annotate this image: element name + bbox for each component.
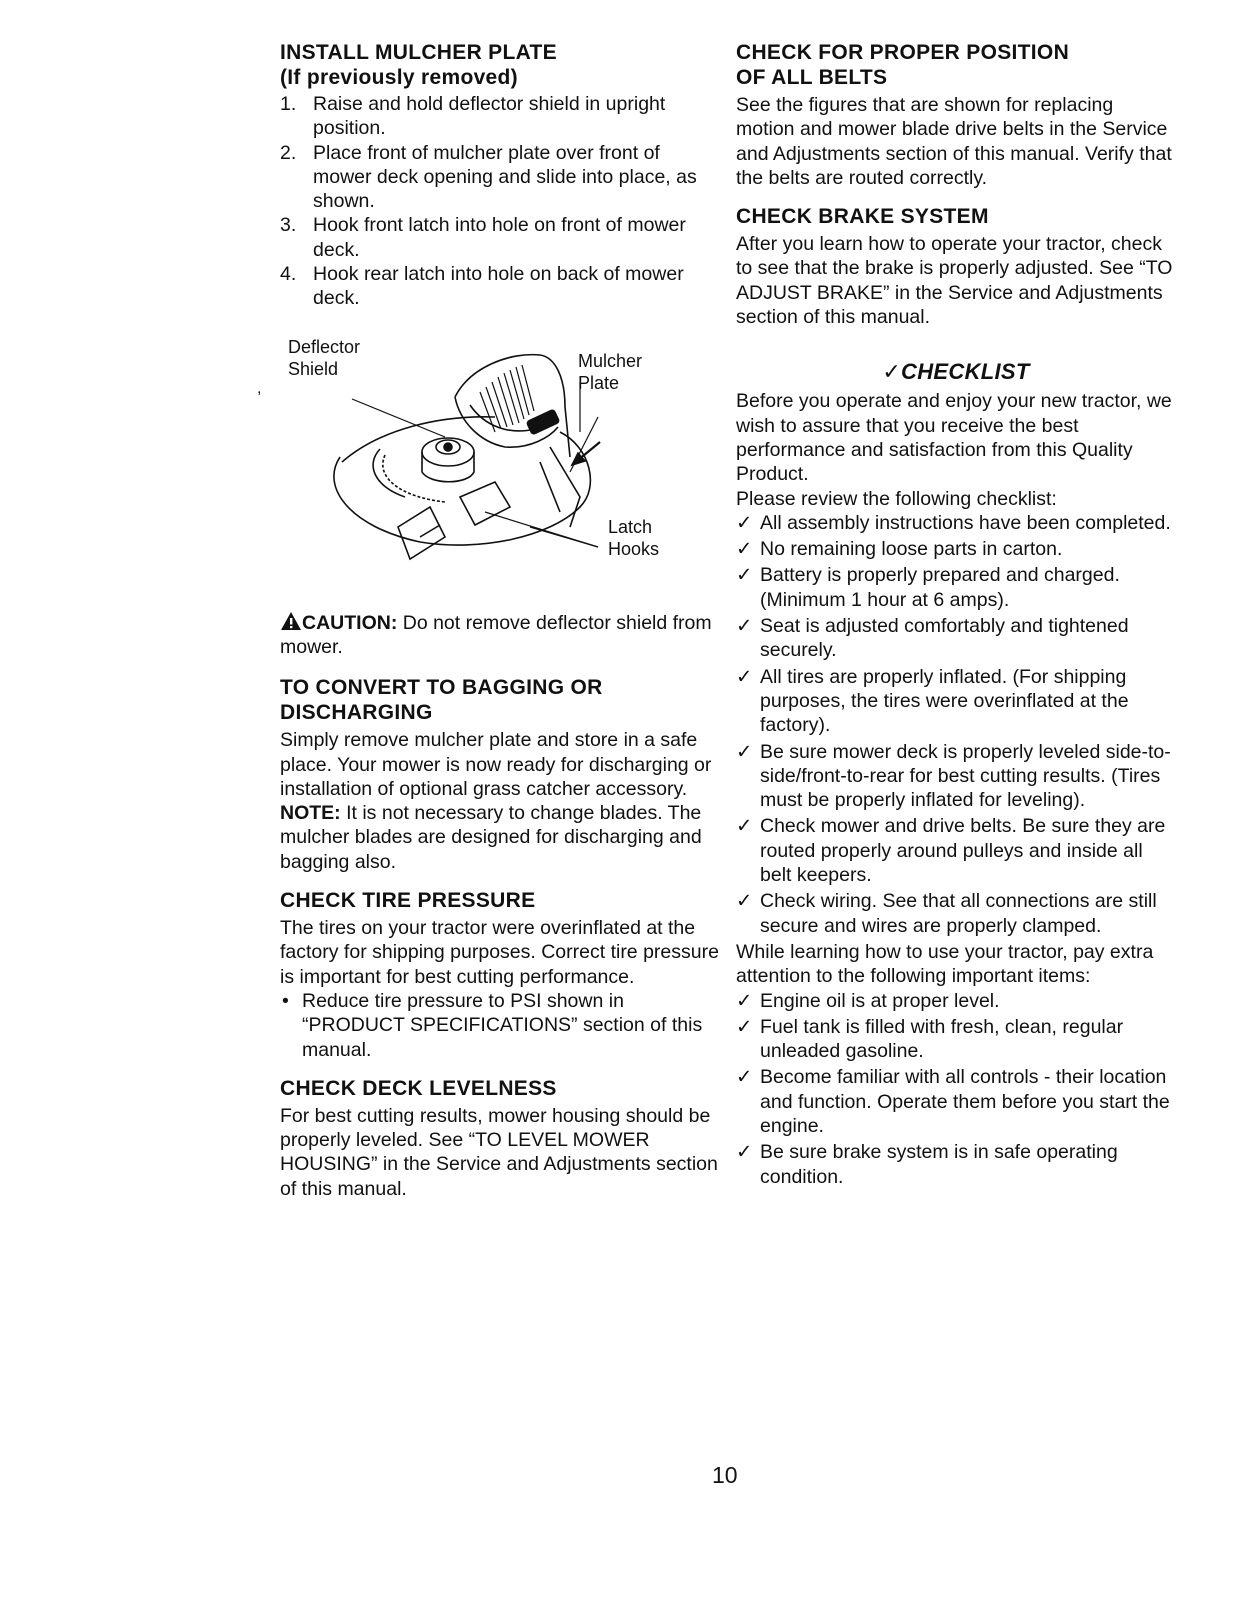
mulcher-plate-figure — [280, 337, 710, 589]
checklist-items — [736, 511, 1176, 938]
caution-text: Do not remove deflector shield from mower. — [280, 611, 712, 658]
tire-body: The tires on your tractor were overinflated at the factory for shipping purposes. Correct tire pressure is important for best cutting performance. — [280, 917, 719, 988]
check-mark-icon: ✓ — [736, 1066, 753, 1089]
checklist-item: ✓ All assembly instructions have been completed. — [736, 511, 1171, 534]
check-mark-icon: ✓ — [736, 815, 753, 838]
label-hooks: Hooks — [608, 538, 660, 559]
deck-body: For best cutting results, mower housing should be properly leveled. See “TO LEVEL MOWER HOUSING” in the Service and Adjustments section of this manual. — [280, 1104, 718, 1200]
checklist-item: ✓ Seat is adjusted comfortably and tightened securely. — [736, 615, 1129, 662]
belts-title-line2: OF ALL BELTS — [736, 66, 888, 89]
check-mark-icon: ✓ — [736, 890, 753, 913]
checklist-items-2 — [736, 989, 1176, 1189]
convert-note — [280, 801, 720, 874]
left-column — [280, 40, 720, 1201]
install-step-4: 4. Hook rear latch into hole on back of mower deck. — [280, 263, 684, 310]
tire-bullets — [280, 989, 720, 1062]
convert-title-line2: DISCHARGING — [280, 701, 433, 725]
checklist-item: ✓ Battery is properly prepared and charged. (Minimum 1 hour at 6 amps). — [736, 564, 1120, 611]
checklist-item: ✓ Become familiar with all controls - their location and function. Operate them before you start the engine. — [736, 1066, 1170, 1137]
note-label: NOTE: — [280, 802, 341, 825]
check-mark-icon: ✓ — [736, 564, 753, 587]
checklist-item: ✓ Engine oil is at proper level. — [736, 989, 1000, 1012]
label-deflector: Deflector — [288, 336, 361, 357]
checklist-item: ✓ Be sure brake system is in safe operating condition. — [736, 1141, 1118, 1188]
right-column — [736, 40, 1176, 1191]
checklist-intro: Before you operate and enjoy your new tractor, we wish to assure that you receive the best performance and satisfaction from this Quality Product. — [736, 390, 1172, 486]
belts-title-line1: CHECK FOR PROPER POSITION — [736, 41, 1070, 64]
label-plate: Plate — [578, 372, 620, 393]
install-step-2: 2. Place front of mulcher plate over front of mower deck opening and slide into place, as shown. — [280, 141, 697, 213]
checklist-item: ✓ Check wiring. See that all connections are still secure and wires are properly clamped. — [736, 890, 1157, 937]
checklist-item: ✓ No remaining loose parts in carton. — [736, 538, 1063, 561]
label-latch: Latch — [608, 516, 653, 537]
tire-bullet: • Reduce tire pressure to PSI shown in “PRODUCT SPECIFICATIONS” section of this manual. — [282, 989, 703, 1061]
check-mark-icon: ✓ — [736, 740, 753, 763]
convert-title-line1: TO CONVERT TO BAGGING OR — [280, 676, 603, 700]
check-mark-icon: ✓ — [736, 1141, 753, 1164]
checklist-review: Please review the following checklist: — [736, 487, 1057, 510]
deck-title: CHECK DECK LEVELNESS — [280, 1076, 557, 1100]
check-mark-icon: ✓ — [736, 511, 753, 534]
margin-mark: , — [257, 380, 262, 397]
install-step-1: 1. Raise and hold deflector shield in upright position. — [280, 93, 666, 140]
convert-body: Simply remove mulcher plate and store in a safe place. Your mower is now ready for discharging or installation of optional grass catcher accessory. — [280, 729, 712, 800]
label-mulcher: Mulcher — [578, 350, 643, 371]
checklist-item: ✓ Fuel tank is filled with fresh, clean, regular unleaded gasoline. — [736, 1015, 1124, 1063]
brake-title: CHECK BRAKE SYSTEM — [736, 205, 989, 229]
belts-body: See the figures that are shown for replacing motion and mower blade drive belts in the Service and Adjustments section of this manual. Verify that the belts are routed correctly. — [736, 94, 1172, 189]
warning-triangle-icon — [280, 611, 302, 631]
checklist-item: ✓ Be sure mower deck is properly leveled side-to-side/front-to-rear for best cutting results. (Tires must be properly inflated for leveling). — [736, 740, 1171, 812]
install-title-line1: INSTALL MULCHER PLATE — [280, 41, 557, 64]
check-mark-icon: ✓ — [736, 538, 753, 561]
checklist-while: While learning how to use your tractor, pay extra attention to the following important items: — [736, 940, 1154, 988]
brake-body: After you learn how to operate your tractor, check to see that the brake is properly adjusted. See “TO ADJUST BRAKE” in the Service and Adjustments section of this manual. — [736, 233, 1173, 329]
check-mark-icon: ✓ — [736, 615, 753, 638]
label-shield: Shield — [288, 358, 339, 379]
page-number: 10 — [712, 1462, 738, 1488]
checklist-title: ✓CHECKLIST — [882, 359, 1030, 385]
note-text: It is not necessary to change blades. The mulcher blades are designed for discharging and bagging also. — [280, 802, 702, 873]
install-step-3: 3. Hook front latch into hole on front of mower deck. — [280, 214, 686, 261]
install-title-line2: (If previously removed) — [280, 66, 518, 89]
checklist-item: ✓ Check mower and drive belts. Be sure they are routed properly around pulleys and inside all belt keepers. — [736, 815, 1166, 887]
checklist-item: ✓ All tires are properly inflated. (For shipping purposes, the tires were overinflated at the factory). — [736, 665, 1129, 737]
check-mark-icon: ✓ — [736, 665, 753, 688]
caution-note — [280, 611, 720, 660]
caution-label: CAUTION: — [302, 611, 398, 634]
tire-title: CHECK TIRE PRESSURE — [280, 889, 536, 913]
check-mark-icon: ✓ — [736, 1015, 753, 1038]
check-mark-icon: ✓ — [736, 989, 753, 1012]
install-steps — [280, 92, 720, 311]
